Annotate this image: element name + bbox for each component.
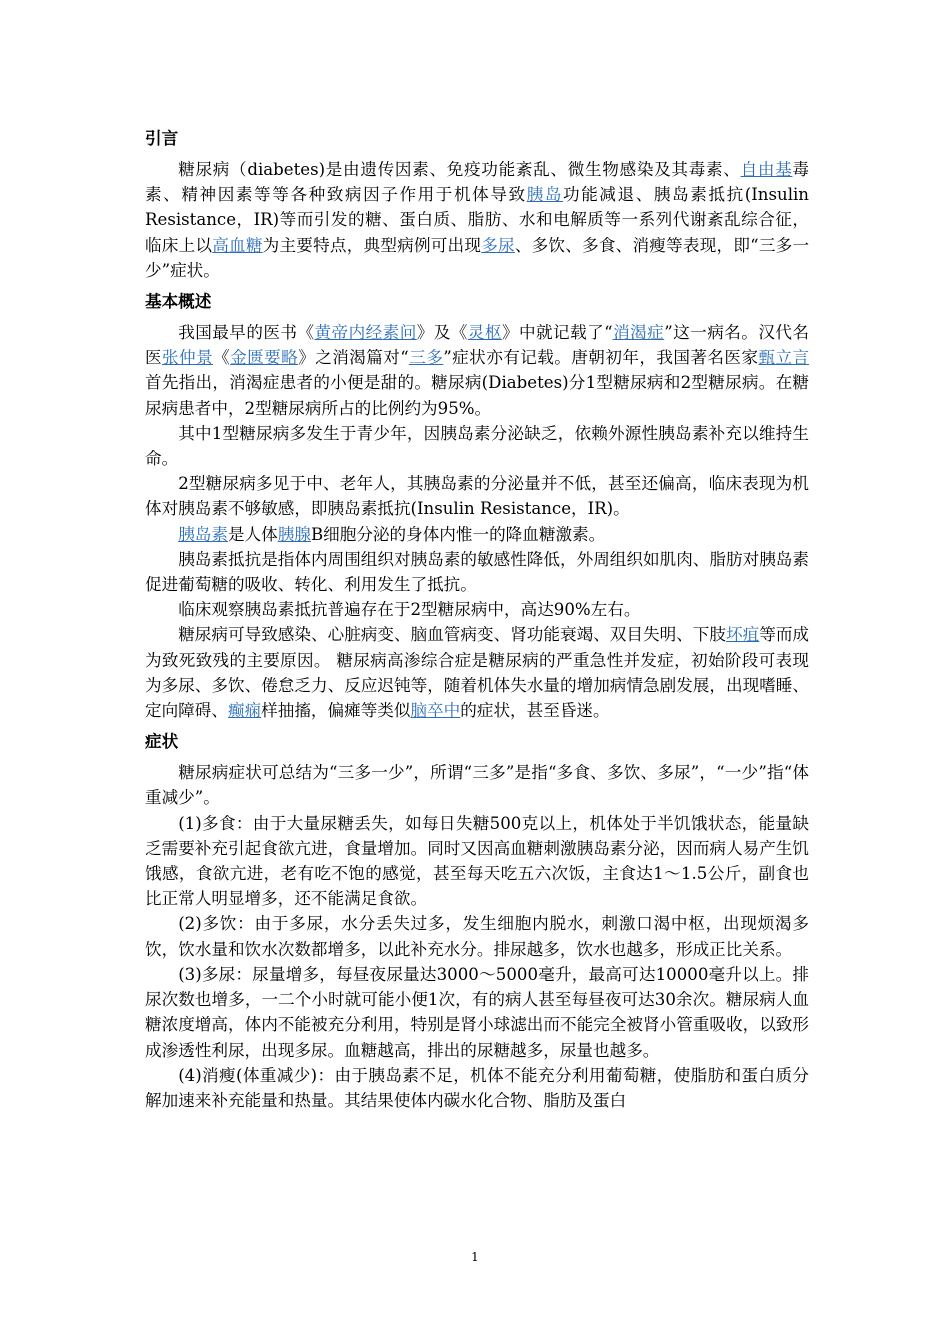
term-link[interactable]: 癫痫	[227, 701, 262, 721]
paragraph	[145, 1063, 809, 1113]
term-link[interactable]: 自由基	[740, 160, 793, 179]
term-link[interactable]: 张仲景	[162, 348, 214, 368]
text-run: B细胞分泌的身体内惟一的降血糖激素。	[310, 524, 606, 544]
paragraph	[145, 320, 809, 421]
text-run: 样抽搐，偏瘫等类似	[261, 701, 411, 721]
term-link[interactable]: 胰岛	[526, 185, 564, 205]
term-link[interactable]: 胰岛素	[178, 524, 228, 544]
text-run: 2型糖尿病多见于中、老年人，其胰岛素的分泌量并不低，甚至还偏高，临床表现为机体对胰岛素不够敏感，即胰岛素抵抗(Insulin Resistance，IR)。	[145, 474, 809, 519]
text-run: 的症状，甚至昏迷。	[460, 701, 610, 721]
text-run: 》及《	[416, 323, 468, 343]
paragraph	[145, 911, 809, 961]
paragraph	[145, 811, 809, 912]
term-link[interactable]: 高血糖	[212, 235, 263, 255]
paragraph	[145, 157, 809, 283]
paragraph	[145, 962, 809, 1063]
paragraph	[145, 421, 809, 471]
text-run: ”症状亦有记载。唐朝初年，我国著名医家	[443, 348, 759, 368]
text-run: 功能减退、胰岛素抵抗(Insulin Resistance，IR)等而引发的糖、蛋白质、脂肪、水和电解质等一系列代谢紊乱综合征，临床上以	[145, 185, 809, 255]
text-run: 糖尿病症状可总结为“三多一少”，所谓“三多”是指“多食、多饮、多尿”，“一少”指“体重减少”。	[145, 763, 809, 808]
paragraph	[145, 597, 809, 622]
text-run: (4)消瘦(体重减少)：由于胰岛素不足，机体不能充分利用葡萄糖，使脂肪和蛋白质分解加速来补充能量和热量。其结果使体内碳水化合物、脂肪及蛋白	[145, 1065, 809, 1110]
text-run: 为主要特点，典型病例可出现	[262, 235, 482, 255]
term-link[interactable]: 脑卒中	[410, 701, 461, 721]
section-heading: 症状	[145, 732, 179, 752]
paragraph	[145, 547, 809, 597]
text-run: 临床观察胰岛素抵抗普遍存在于2型糖尿病中，高达90%左右。	[178, 600, 641, 620]
term-link[interactable]: 消渴症	[612, 323, 665, 343]
text-run: 等而成为致死致残的主要原因。 糖尿病高渗综合症是糖尿病的严重急性并发症，初始阶段可表现为多尿、多饮、倦怠乏力、反应迟钝等，随着机体失水量的增加病情急剧发展，出现嗜睡、定向障碍、	[145, 625, 810, 721]
text-run: 糖尿病（diabetes)是由遗传因素、免疫功能紊乱、微生物感染及其毒素、	[178, 160, 741, 179]
term-link[interactable]: 灵枢	[467, 323, 502, 343]
term-link[interactable]: 三多	[408, 348, 444, 368]
text-run: 我国最早的医书《	[178, 323, 315, 343]
section-heading: 基本概述	[145, 292, 212, 312]
text-run: 是人体	[227, 524, 278, 544]
page-number: 1	[471, 1250, 479, 1264]
paragraph	[145, 760, 809, 810]
section-heading: 引言	[145, 129, 179, 148]
paragraph	[145, 471, 809, 521]
text-run: 《	[213, 348, 231, 368]
term-link[interactable]: 甄立言	[758, 348, 810, 368]
text-run: 胰岛素抵抗是指体内周围组织对胰岛素的敏感性降低，外周组织如肌肉、脂肪对胰岛素促进葡萄糖的吸收、转化、利用发生了抵抗。	[145, 549, 809, 595]
text-run: (3)多尿：尿量增多，每昼夜尿量达3000～5000毫升，最高可达10000毫升以上。排尿次数也增多，一二个小时就可能小便1次，有的病人甚至每昼夜可达30余次。糖尿病人血糖浓度增高，体内不能被充分利用，特别是肾小球滤出而不能完全被肾小管重吸收，以致形成渗透性利尿，出现多尿。血糖越高，排出的尿糖越多，尿量也越多。	[145, 964, 809, 1060]
paragraph	[145, 622, 809, 723]
text-run: (2)多饮：由于多尿，水分丢失过多，发生细胞内脱水，刺激口渴中枢，出现烦渴多饮，饮水量和饮水次数都增多，以此补充水分。排尿越多，饮水也越多，形成正比关系。	[145, 914, 809, 959]
text-run: 糖尿病可导致感染、心脏病变、脑血管病变、肾功能衰竭、双目失明、下肢	[178, 625, 727, 645]
text-run: ”这一病名。汉代名医	[145, 323, 810, 368]
text-run: 毒素、精神因素等等各种致病因子作用于机体导致	[145, 160, 810, 205]
document-body	[145, 120, 809, 1113]
term-link[interactable]: 胰腺	[277, 524, 311, 544]
text-run: (1)多食：由于大量尿糖丢失，如每日失糖500克以上，机体处于半饥饿状态，能量缺乏需要补充引起食欲亢进，食量增加。同时又因高血糖刺激胰岛素分泌，因而病人易产生饥饿感，食欲亢进，老有吃不饱的感觉，甚至每天吃五六次饭，主食达1～1.5公斤，副食也比正常人明显增多，还不能满足食欲。	[145, 813, 809, 909]
text-run: 》之消渴篇对“	[298, 348, 409, 368]
paragraph	[145, 522, 809, 547]
text-run: 其中1型糖尿病多发生于青少年，因胰岛素分泌缺乏，依赖外源性胰岛素补充以维持生命。	[145, 423, 809, 469]
term-link[interactable]: 黄帝内经素问	[314, 323, 417, 343]
text-run: 首先指出，消渴症患者的小便是甜的。糖尿病(Diabetes)分1型糖尿病和2型糖尿病。在糖尿病患者中，2型糖尿病所占的比例约为95%。	[145, 373, 809, 418]
term-link[interactable]: 多尿	[481, 235, 515, 255]
text-run: 》中就记载了“	[501, 323, 613, 343]
term-link[interactable]: 坏疽	[726, 625, 760, 645]
term-link[interactable]: 金匮要略	[230, 348, 299, 368]
text-run: 、多饮、多食、消瘦等表现，即“三多一少”症状。	[145, 235, 810, 280]
